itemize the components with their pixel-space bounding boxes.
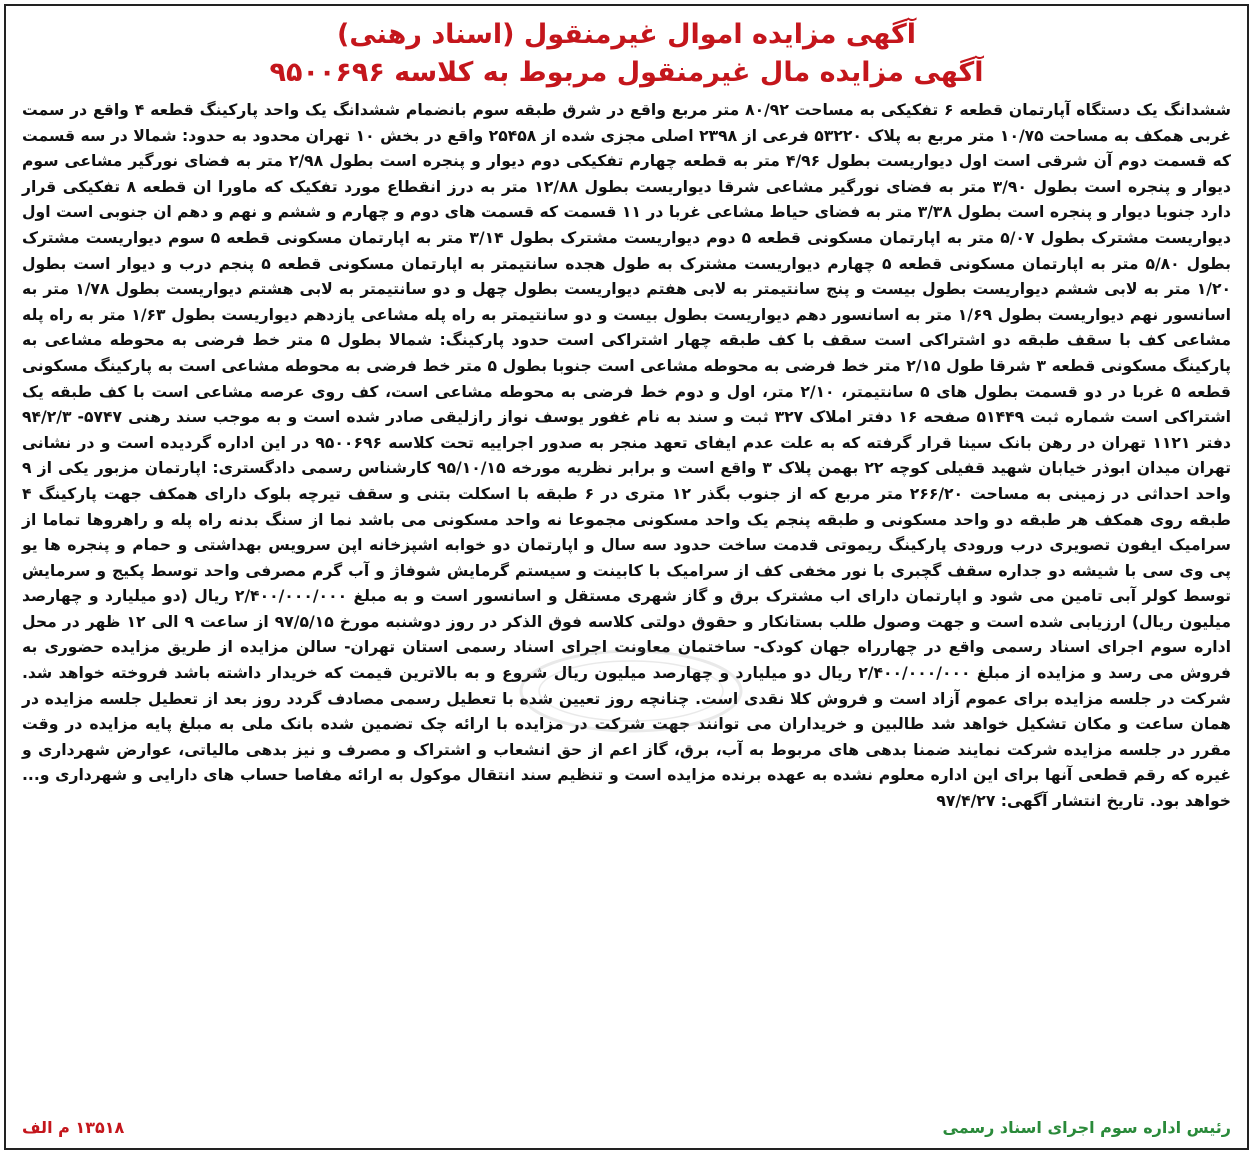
- notice-subtitle: آگهی مزایده مال غیرمنقول مربوط به کلاسه ۹۵۰۰۶۹۶: [269, 57, 984, 88]
- notice-footer: [22, 1114, 1231, 1140]
- signature-line: رئیس اداره سوم اجرای اسناد رسمی: [942, 1117, 1231, 1137]
- auction-notice: [4, 4, 1249, 1150]
- notice-code: ۱۳۵۱۸ م الف: [22, 1117, 125, 1137]
- notice-title: آگهی مزایده اموال غیرمنقول (اسناد رهنی): [336, 19, 916, 50]
- notice-body: ششدانگ یک دستگاه آپارتمان قطعه ۶ تفکیکی به مساحت ۸۰/۹۲ متر مربع واقع در شرق طبقه سوم بانضمام ششدانگ یک واحد پارکینگ قطعه ۴ واقع در سمت غربی همکف به مساحت ۱۰/۷۵ متر مربع به پلاک ۵۳۲۲۰ فرعی از ۲۳۹۸ اصلی مجزی شده از ۲۵۴۵۸ واقع در بخش ۱۰ تهران محدود به حدود: شمالا در سه قسمت که قسمت دوم آن شرقی است اول دیواریست بطول ۴/۹۶ متر به قطعه چهارم تفکیکی دوم دیوار و پنجره است بطول ۲/۹۸ متر به فضای نورگیر مشاعی سوم دیوار و پنجره است بطول ۳/۹۰ متر به فضای نورگیر مشاعی شرقا دیواریست بطول ۱۲/۸۸ متر به درز انقطاع مورد تفکیک که ماورا ان قطعه ۸ تفکیکی قرار دارد جنوبا دیوار و پنجره است بطول ۳/۳۸ متر به فضای حیاط مشاعی غربا در ۱۱ قسمت که قسمت های دوم و چهارم و ششم و نهم و دهم ان جنوبی است اول دیواریست مشترک بطول ۵/۰۷ متر به اپارتمان مسکونی قطعه ۵ دوم دیواریست مشترک بطول ۳/۱۴ متر به اپارتمان مسکونی قطعه ۵ سوم دیواریست مشترک بطول ۵/۸۰ متر به اپارتمان مسکونی قطعه ۵ چهارم دیواریست مشترک به طول هجده سانتیمتر به اپارتمان مسکونی قطعه ۵ پنجم درب و دیوار است بطول ۱/۲۰ متر به لابی ششم دیواریست بطول بیست و پنج سانتیمتر به لابی هفتم دیواریست بطول چهل و دو سانتیمتر به لابی هشتم دیواریست بطول ۱/۷۸ متر به اسانسور نهم دیواریست بطول ۱/۶۹ متر به اسانسور دهم دیواریست بطول بیست و دو سانتیمتر به راه پله مشاعی یازدهم دیواریست بطول ۱/۶۳ متر به راه پله مشاعی کف با سقف طبقه دو اشتراکی است سقف با کف طبقه چهار اشتراکی است حدود پارکینگ: شمالا بطول ۵ متر خط فرضی به محوطه مشاعی به پارکینگ مسکونی قطعه ۳ شرقا طول ۲/۱۵ متر خط فرضی به محوطه مشاعی است جنوبا بطول ۵ متر خط فرضی به محوطه مشاعی است به پارکینگ مسکونی قطعه ۵ غربا در دو قسمت بطول های ۵ سانتیمتر، ۲/۱۰ متر، اول و دوم خط فرضی به محوطه مشاعی است، کف روی عرصه مشاعی است با کف طبقه یک اشتراکی است شماره ثبت ۵۱۴۴۹ صفحه ۱۶ دفتر املاک ۳۲۷ ثبت و سند به نام غفور یوسف نواز رازلیقی صادر شده است و به موجب سند رهنی ۵۷۴۷- ۹۴/۲/۳ دفتر ۱۱۲۱ تهران در رهن بانک سینا قرار گرفته که به علت عدم ایفای تعهد منجر به صدور اجراییه تحت کلاسه ۹۵۰۰۶۹۶ در این اداره گردیده است و در نشانی تهران میدان ابوذر خیابان شهید قفیلی کوچه ۲۲ بهمن پلاک ۳ واقع است و برابر نظریه مورخه ۹۵/۱۰/۱۵ کارشناس رسمی دادگستری: اپارتمان مزبور یکی از ۹ واحد احداثی در زمینی به مساحت ۲۶۶/۲۰ متر مربع که از جنوب بگذر ۱۲ متری در ۶ طبقه با اسکلت بتنی و سقف تیرچه بلوک دارای همکف جهت پارکینگ ۴ طبقه روی همکف هر طبقه دو واحد مسکونی و طبقه پنجم یک واحد مسکونی مجموعا نه واحد مسکونی می باشد نما از سنگ بدنه راه پله و راهروها تماما از سرامیک ایفون تصویری درب ورودی پارکینگ ریموتی قدمت ساخت حدود سه سال و اپارتمان دو خوابه اشپزخانه اپن سرویس بهداشتی و حمام و پنجره ها یو پی وی سی با شیشه دو جداره سقف گچبری با نور مخفی کف از سرامیک با کابینت و سیستم گرمایش شوفاژ و آب گرم مصرفی واحد توسط پکیج و سرمایش توسط کولر آبی تامین می شود و اپارتمان دارای اب مشترک برق و گاز شهری مستقل و اسانسور است و به مبلغ ۲/۴۰۰/۰۰۰/۰۰۰ ریال (دو میلیارد و چهارصد میلیون ریال) ارزیابی شده است و جهت وصول طلب بستانکار و حقوق دولتی کلاسه فوق الذکر در روز دوشنبه مورخ ۹۷/۵/۱۵ از ساعت ۹ الی ۱۲ ظهر در محل اداره سوم اجرای اسناد رسمی واقع در چهارراه جهان کودک- ساختمان معاونت اجرای اسناد رسمی استان تهران- سالن مزایده از طریق مزایده حضوری به فروش می رسد و مزایده از مبلغ ۲/۴۰۰/۰۰۰/۰۰۰ ریال دو میلیارد و چهارصد میلیون ریال شروع و به بالاترین قیمت که خریدار داشته باشد فروخته خواهد شد. شرکت در جلسه مزایده برای عموم آزاد است و فروش کلا نقدی است. چنانچه روز تعیین شده با تعطیل رسمی مصادف گردد روز بعد از تعطیل جلسه مزایده در همان ساعت و مکان تشکیل خواهد شد طالبین و خریداران می توانند جهت شرکت در مزایده با ارائه چک تضمین شده بانک ملی به مبلغ پایه مزایده در وقت مقرر در جلسه مزایده شرکت نمایند ضمنا بدهی های مربوط به آب، برق، گاز اعم از حق انشعاب و اشتراک و مصرف و نیز بدهی مالیاتی، عوارض شهرداری و غیره که رقم قطعی آنها برای این اداره معلوم نشده به عهده برنده مزایده است و تنظیم سند انتقال موکول به ارائه مفاصا حساب های دارایی و شهرداری و... خواهد بود. تاریخ انتشار آگهی: ۹۷/۴/۲۷: [22, 101, 1232, 811]
